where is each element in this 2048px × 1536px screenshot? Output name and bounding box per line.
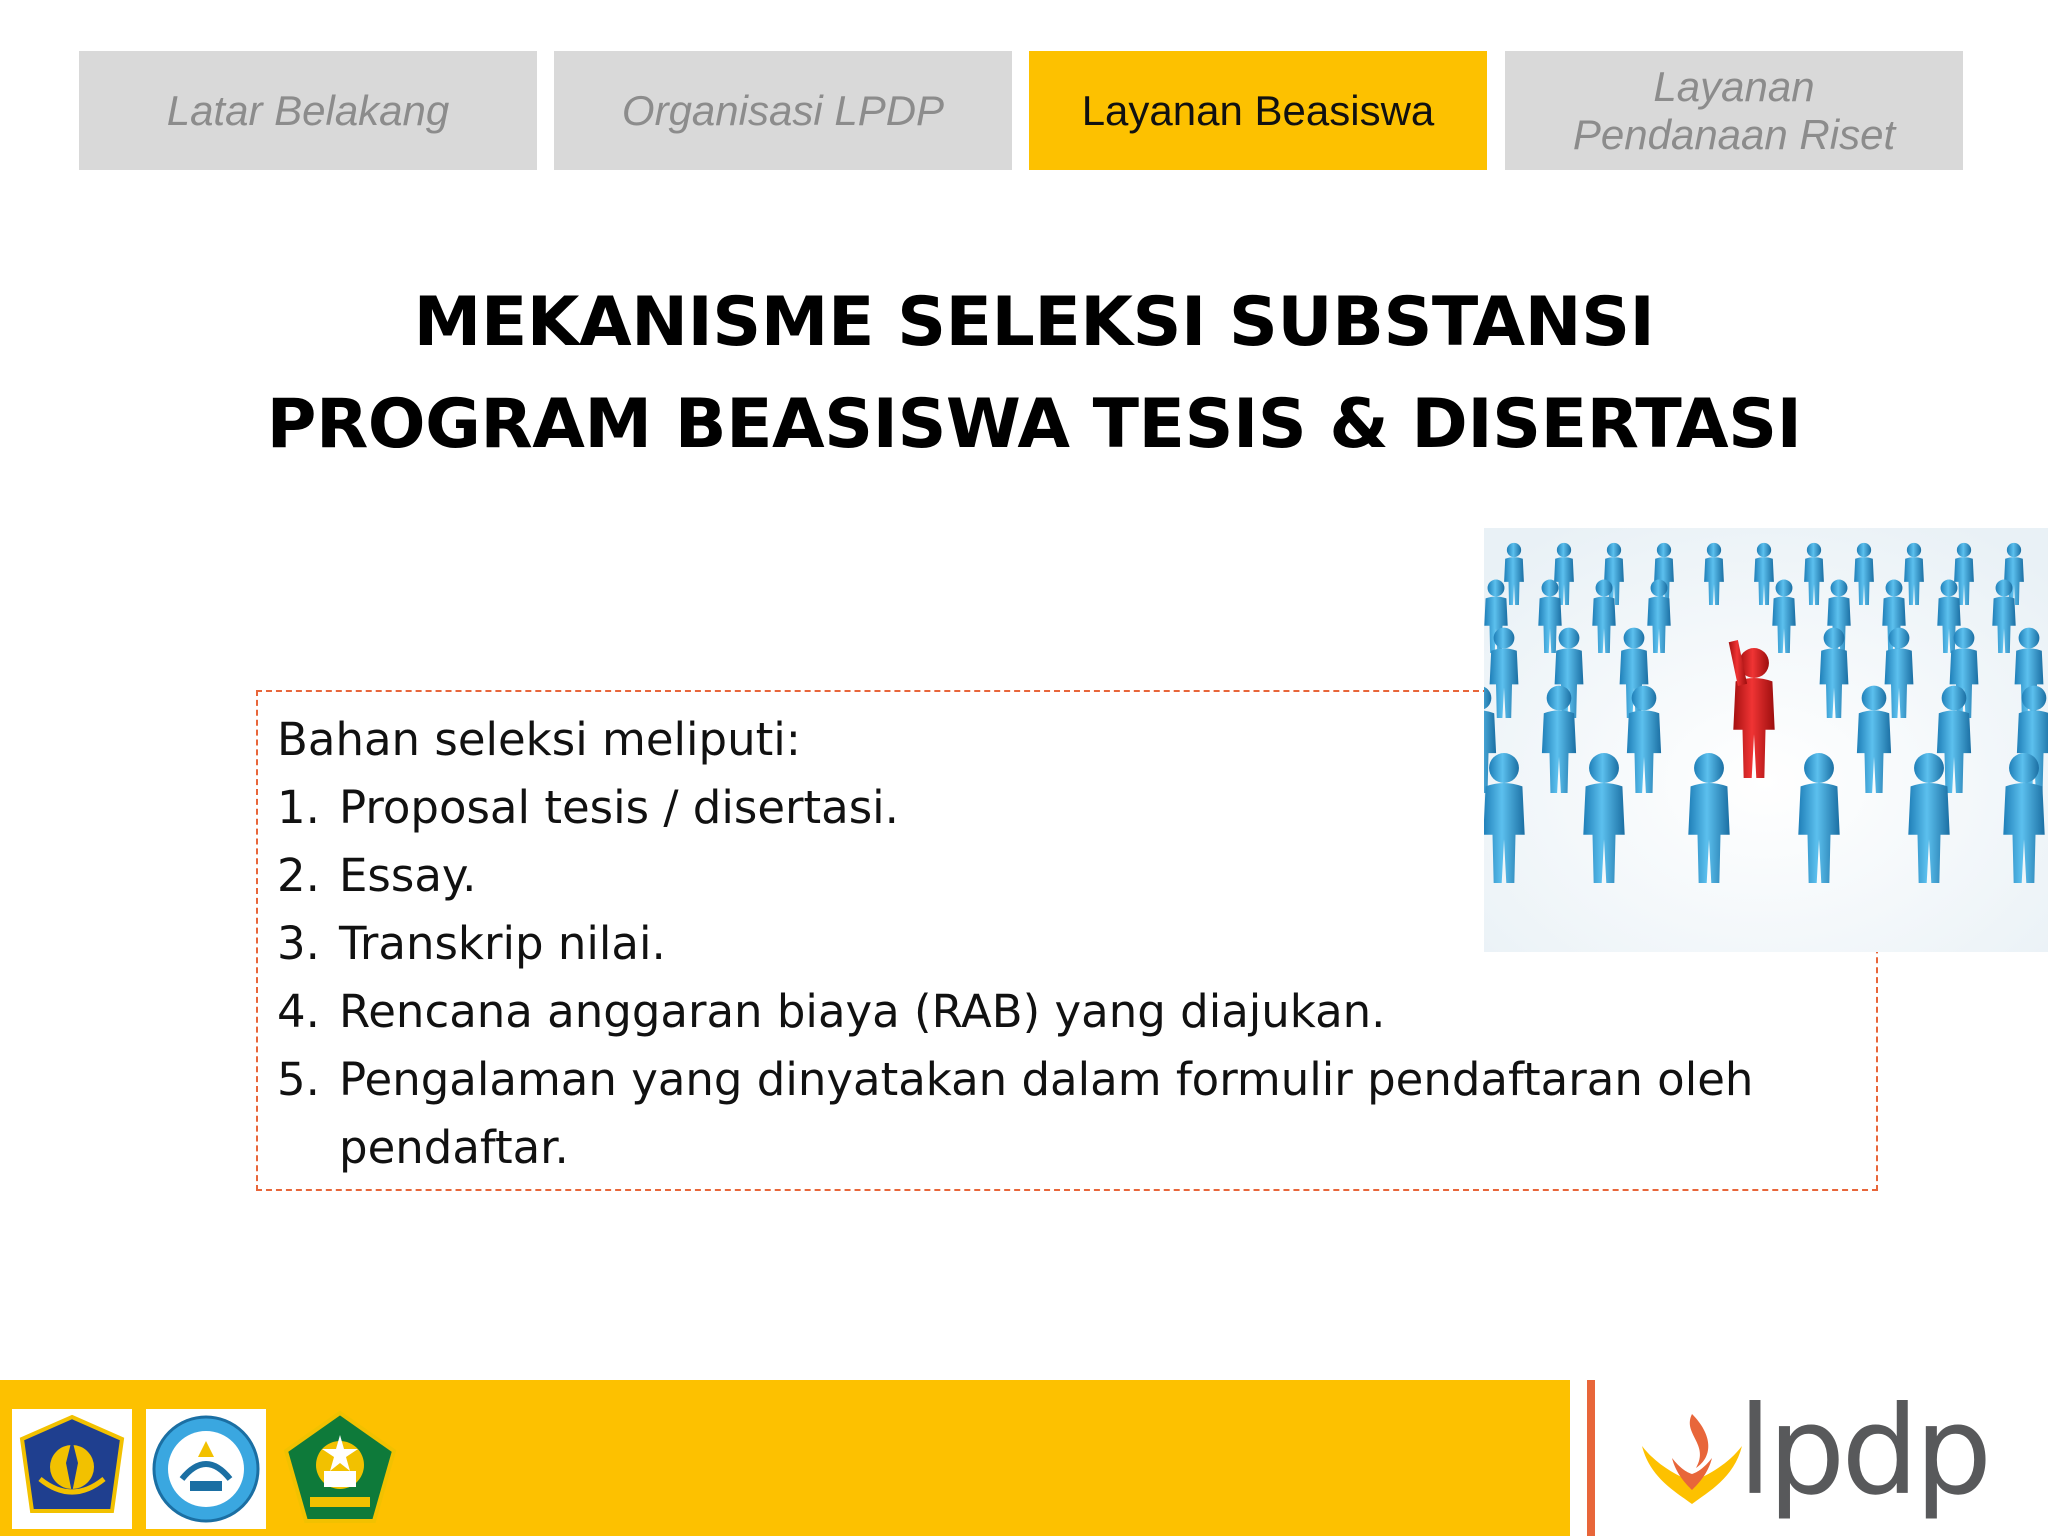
tut-wuri-handayani-emblem bbox=[146, 1409, 266, 1529]
slide-title-line1: MEKANISME SELEKSI SUBSTANSI bbox=[413, 283, 1655, 362]
slide-title-line2: PROGRAM BEASISWA TESIS & DISERTASI bbox=[266, 385, 1802, 464]
list-number: 1. bbox=[277, 781, 320, 834]
tab-label: Organisasi LPDP bbox=[621, 86, 945, 134]
tab-layanan-pendanaan-riset[interactable] bbox=[1505, 51, 1963, 170]
tab-label-line2: Pendanaan Riset bbox=[1572, 110, 1896, 158]
list-text: Transkrip nilai. bbox=[339, 917, 666, 970]
kementerian-keuangan-emblem bbox=[12, 1409, 132, 1529]
list-number: 5. bbox=[277, 1053, 320, 1106]
top-nav-tabs bbox=[79, 51, 1963, 170]
slide-title bbox=[0, 272, 2048, 476]
list-text: Pengalaman yang dinyatakan dalam formulir pendaftaran oleh pendaftar. bbox=[339, 1053, 1754, 1174]
list-item bbox=[277, 1046, 1837, 1182]
lpdp-logo bbox=[1632, 1380, 2032, 1524]
tab-label: Latar Belakang bbox=[166, 86, 450, 134]
list-text: Essay. bbox=[339, 849, 477, 902]
list-item bbox=[277, 978, 1837, 1046]
footer-divider bbox=[1587, 1380, 1595, 1536]
tab-latar-belakang[interactable] bbox=[79, 51, 537, 170]
tab-label-line1: Layanan bbox=[1653, 63, 1815, 111]
tab-organisasi-lpdp[interactable] bbox=[554, 51, 1012, 170]
crowd-illustration-svg bbox=[1484, 528, 2048, 952]
list-number: 2. bbox=[277, 849, 320, 902]
tab-label: Layanan Beasiswa bbox=[1081, 86, 1435, 134]
crowd-with-leader-illustration bbox=[1484, 528, 2048, 952]
kementerian-agama-emblem bbox=[280, 1409, 400, 1529]
tab-label bbox=[1573, 63, 1895, 157]
list-text: Proposal tesis / disertasi. bbox=[339, 781, 899, 834]
lpdp-logo-text: lpdp bbox=[1738, 1380, 1989, 1522]
list-text: Rencana anggaran biaya (RAB) yang diajukan. bbox=[339, 985, 1386, 1038]
lpdp-flame-logo-icon bbox=[1632, 1394, 1752, 1524]
tab-layanan-beasiswa[interactable] bbox=[1029, 51, 1487, 170]
list-number: 4. bbox=[277, 985, 320, 1038]
intro-text: Bahan seleksi meliputi: bbox=[277, 713, 801, 766]
list-number: 3. bbox=[277, 917, 320, 970]
